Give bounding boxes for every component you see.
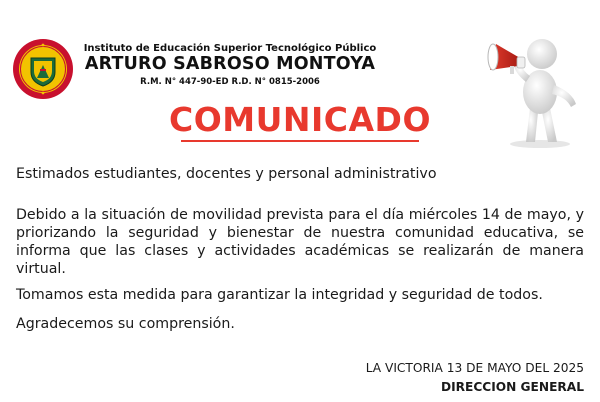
title-underline: [181, 140, 419, 142]
institute-seal-icon: [12, 38, 74, 100]
institute-line: Instituto de Educación Superior Tecnológico Público: [83, 43, 377, 54]
greeting: Estimados estudiantes, docentes y personal administrativo: [16, 166, 437, 182]
page-title: COMUNICADO: [168, 100, 431, 139]
resolution-numbers: R.M. N° 447-90-ED R.D. N° 0815-2006: [140, 77, 320, 87]
paragraph-thanks: Agradecemos su comprensión.: [16, 316, 235, 332]
paragraph-main: Debido a la situación de movilidad prevista para el día miércoles 14 de mayo, y priorizando la seguridad y bienestar de nuestra comunidad educativa, se informa que las clases y actividades académicas se realizarán de manera virtual.: [16, 207, 584, 277]
paragraph-measure: Tomamos esta medida para garantizar la integridad y seguridad de todos.: [16, 287, 543, 303]
institute-name: ARTURO SABROSO MONTOYA: [84, 54, 376, 74]
date-line: LA VICTORIA 13 DE MAYO DEL 2025: [365, 361, 584, 375]
signature: DIRECCION GENERAL: [440, 380, 584, 394]
